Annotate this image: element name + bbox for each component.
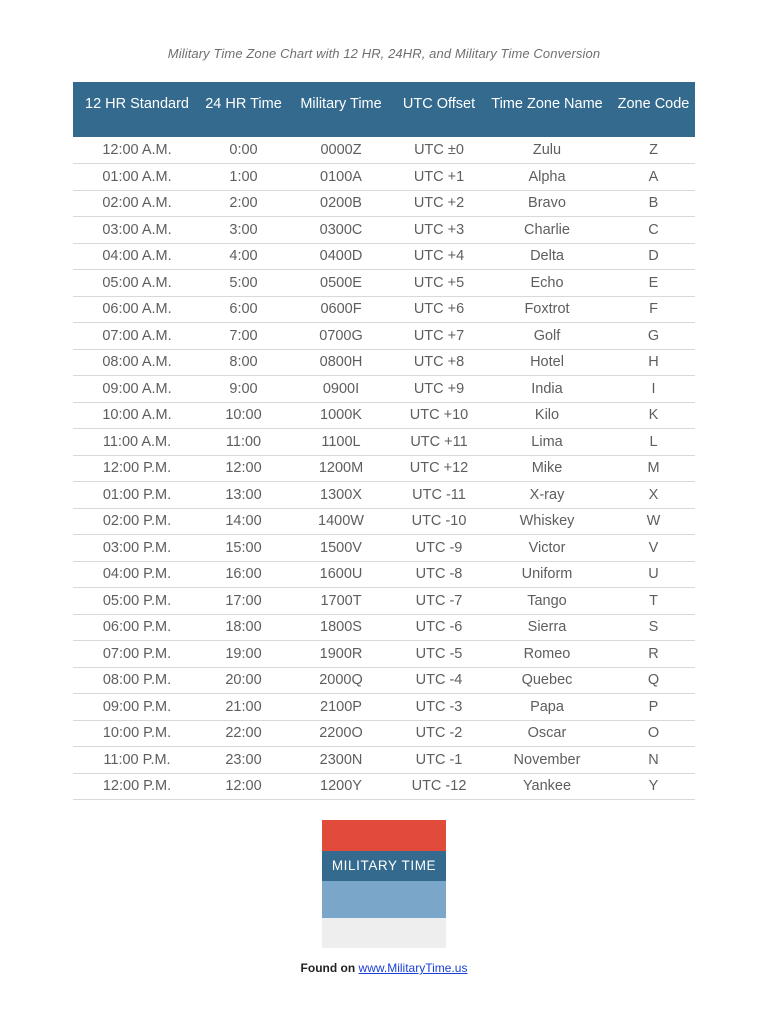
cell-12hr: 02:00 A.M. bbox=[73, 190, 201, 217]
cell-military-time: 2100P bbox=[286, 694, 396, 721]
cell-utc-offset: UTC +8 bbox=[396, 349, 482, 376]
cell-12hr: 03:00 A.M. bbox=[73, 217, 201, 244]
table-row bbox=[73, 190, 695, 217]
table-row bbox=[73, 747, 695, 774]
cell-military-time: 1600U bbox=[286, 561, 396, 588]
cell-12hr: 02:00 P.M. bbox=[73, 508, 201, 535]
table-row bbox=[73, 482, 695, 509]
column-header-24hr: 24 HR Time bbox=[201, 82, 286, 137]
cell-military-time: 1200M bbox=[286, 455, 396, 482]
cell-utc-offset: UTC ±0 bbox=[396, 137, 482, 164]
cell-zone-name: Foxtrot bbox=[482, 296, 612, 323]
table-row bbox=[73, 429, 695, 456]
column-header-12hr: 12 HR Standard bbox=[73, 82, 201, 137]
cell-zone-name: Mike bbox=[482, 455, 612, 482]
table-header-row bbox=[73, 82, 695, 137]
cell-zone-name: Delta bbox=[482, 243, 612, 270]
column-header-zone-name: Time Zone Name bbox=[482, 82, 612, 137]
cell-zone-code: W bbox=[612, 508, 695, 535]
cell-zone-code: F bbox=[612, 296, 695, 323]
cell-zone-name: Kilo bbox=[482, 402, 612, 429]
table-row bbox=[73, 164, 695, 191]
footer-found-label: Found on bbox=[300, 961, 356, 975]
table-row bbox=[73, 455, 695, 482]
cell-utc-offset: UTC -8 bbox=[396, 561, 482, 588]
document-title: Military Time Zone Chart with 12 HR, 24HR, and Military Time Conversion bbox=[167, 46, 601, 61]
logo-blue-band bbox=[322, 881, 446, 918]
cell-12hr: 12:00 P.M. bbox=[73, 773, 201, 800]
cell-zone-name: Tango bbox=[482, 588, 612, 615]
footer-link[interactable]: www.MilitaryTime.us bbox=[358, 961, 468, 975]
cell-utc-offset: UTC -2 bbox=[396, 720, 482, 747]
cell-military-time: 1300X bbox=[286, 482, 396, 509]
time-zone-table bbox=[73, 82, 695, 800]
cell-utc-offset: UTC -4 bbox=[396, 667, 482, 694]
cell-military-time: 0600F bbox=[286, 296, 396, 323]
table-row bbox=[73, 323, 695, 350]
table-row bbox=[73, 773, 695, 800]
table-row bbox=[73, 270, 695, 297]
cell-zone-name: Hotel bbox=[482, 349, 612, 376]
cell-military-time: 0700G bbox=[286, 323, 396, 350]
cell-12hr: 08:00 A.M. bbox=[73, 349, 201, 376]
table-row bbox=[73, 508, 695, 535]
logo-red-band bbox=[322, 820, 446, 851]
cell-zone-code: Y bbox=[612, 773, 695, 800]
cell-12hr: 12:00 P.M. bbox=[73, 455, 201, 482]
column-header-zone-code: Zone Code bbox=[612, 82, 695, 137]
cell-utc-offset: UTC -6 bbox=[396, 614, 482, 641]
table-row bbox=[73, 137, 695, 164]
cell-zone-name: Yankee bbox=[482, 773, 612, 800]
table-row bbox=[73, 641, 695, 668]
cell-zone-code: L bbox=[612, 429, 695, 456]
cell-zone-name: Golf bbox=[482, 323, 612, 350]
cell-utc-offset: UTC +10 bbox=[396, 402, 482, 429]
cell-24hr: 18:00 bbox=[201, 614, 286, 641]
cell-utc-offset: UTC -9 bbox=[396, 535, 482, 562]
table-row bbox=[73, 349, 695, 376]
cell-utc-offset: UTC +2 bbox=[396, 190, 482, 217]
cell-24hr: 11:00 bbox=[201, 429, 286, 456]
cell-12hr: 01:00 A.M. bbox=[73, 164, 201, 191]
cell-24hr: 2:00 bbox=[201, 190, 286, 217]
cell-24hr: 3:00 bbox=[201, 217, 286, 244]
cell-24hr: 5:00 bbox=[201, 270, 286, 297]
cell-military-time: 0500E bbox=[286, 270, 396, 297]
cell-zone-name: Charlie bbox=[482, 217, 612, 244]
cell-zone-code: H bbox=[612, 349, 695, 376]
table-row bbox=[73, 561, 695, 588]
cell-zone-name: India bbox=[482, 376, 612, 403]
cell-zone-name: Echo bbox=[482, 270, 612, 297]
cell-utc-offset: UTC +11 bbox=[396, 429, 482, 456]
cell-military-time: 1500V bbox=[286, 535, 396, 562]
cell-zone-code: X bbox=[612, 482, 695, 509]
cell-24hr: 4:00 bbox=[201, 243, 286, 270]
cell-zone-code: S bbox=[612, 614, 695, 641]
column-header-military: Military Time bbox=[286, 82, 396, 137]
cell-zone-code: R bbox=[612, 641, 695, 668]
cell-military-time: 1000K bbox=[286, 402, 396, 429]
cell-zone-name: Romeo bbox=[482, 641, 612, 668]
cell-12hr: 05:00 P.M. bbox=[73, 588, 201, 615]
cell-military-time: 2000Q bbox=[286, 667, 396, 694]
cell-24hr: 14:00 bbox=[201, 508, 286, 535]
cell-military-time: 1700T bbox=[286, 588, 396, 615]
cell-24hr: 0:00 bbox=[201, 137, 286, 164]
cell-zone-name: Lima bbox=[482, 429, 612, 456]
cell-utc-offset: UTC -7 bbox=[396, 588, 482, 615]
cell-zone-code: Z bbox=[612, 137, 695, 164]
cell-24hr: 1:00 bbox=[201, 164, 286, 191]
cell-12hr: 07:00 P.M. bbox=[73, 641, 201, 668]
cell-zone-code: P bbox=[612, 694, 695, 721]
cell-military-time: 0300C bbox=[286, 217, 396, 244]
cell-zone-name: X-ray bbox=[482, 482, 612, 509]
cell-military-time: 1900R bbox=[286, 641, 396, 668]
cell-24hr: 23:00 bbox=[201, 747, 286, 774]
cell-zone-code: K bbox=[612, 402, 695, 429]
cell-12hr: 12:00 A.M. bbox=[73, 137, 201, 164]
cell-12hr: 11:00 A.M. bbox=[73, 429, 201, 456]
cell-12hr: 08:00 P.M. bbox=[73, 667, 201, 694]
logo-grey-band bbox=[322, 918, 446, 948]
cell-zone-code: Q bbox=[612, 667, 695, 694]
cell-utc-offset: UTC +6 bbox=[396, 296, 482, 323]
cell-utc-offset: UTC -1 bbox=[396, 747, 482, 774]
cell-24hr: 8:00 bbox=[201, 349, 286, 376]
cell-zone-name: Whiskey bbox=[482, 508, 612, 535]
cell-zone-code: A bbox=[612, 164, 695, 191]
cell-military-time: 2200O bbox=[286, 720, 396, 747]
table-row bbox=[73, 217, 695, 244]
cell-military-time: 0900I bbox=[286, 376, 396, 403]
cell-zone-code: U bbox=[612, 561, 695, 588]
cell-utc-offset: UTC -3 bbox=[396, 694, 482, 721]
cell-utc-offset: UTC +12 bbox=[396, 455, 482, 482]
cell-zone-name: Uniform bbox=[482, 561, 612, 588]
cell-12hr: 05:00 A.M. bbox=[73, 270, 201, 297]
cell-military-time: 0100A bbox=[286, 164, 396, 191]
cell-12hr: 04:00 P.M. bbox=[73, 561, 201, 588]
cell-zone-name: Alpha bbox=[482, 164, 612, 191]
cell-24hr: 12:00 bbox=[201, 773, 286, 800]
cell-zone-code: C bbox=[612, 217, 695, 244]
military-time-logo bbox=[322, 820, 446, 948]
cell-military-time: 1800S bbox=[286, 614, 396, 641]
cell-utc-offset: UTC -10 bbox=[396, 508, 482, 535]
column-header-utc-offset: UTC Offset bbox=[396, 82, 482, 137]
cell-zone-code: E bbox=[612, 270, 695, 297]
cell-military-time: 1400W bbox=[286, 508, 396, 535]
cell-utc-offset: UTC -12 bbox=[396, 773, 482, 800]
cell-zone-name: Sierra bbox=[482, 614, 612, 641]
cell-12hr: 10:00 P.M. bbox=[73, 720, 201, 747]
cell-12hr: 01:00 P.M. bbox=[73, 482, 201, 509]
cell-12hr: 09:00 P.M. bbox=[73, 694, 201, 721]
cell-utc-offset: UTC +3 bbox=[396, 217, 482, 244]
cell-12hr: 11:00 P.M. bbox=[73, 747, 201, 774]
cell-utc-offset: UTC +1 bbox=[396, 164, 482, 191]
table-row bbox=[73, 243, 695, 270]
cell-zone-name: November bbox=[482, 747, 612, 774]
table-row bbox=[73, 694, 695, 721]
cell-utc-offset: UTC -5 bbox=[396, 641, 482, 668]
logo-text: MILITARY TIME bbox=[322, 851, 446, 881]
cell-24hr: 21:00 bbox=[201, 694, 286, 721]
cell-24hr: 13:00 bbox=[201, 482, 286, 509]
table-row bbox=[73, 588, 695, 615]
cell-zone-code: M bbox=[612, 455, 695, 482]
cell-military-time: 0800H bbox=[286, 349, 396, 376]
table-body bbox=[73, 137, 695, 800]
table-row bbox=[73, 402, 695, 429]
cell-24hr: 9:00 bbox=[201, 376, 286, 403]
cell-military-time: 2300N bbox=[286, 747, 396, 774]
cell-utc-offset: UTC +9 bbox=[396, 376, 482, 403]
cell-zone-name: Quebec bbox=[482, 667, 612, 694]
cell-zone-code: B bbox=[612, 190, 695, 217]
cell-utc-offset: UTC +4 bbox=[396, 243, 482, 270]
cell-military-time: 0200B bbox=[286, 190, 396, 217]
cell-zone-name: Papa bbox=[482, 694, 612, 721]
cell-12hr: 07:00 A.M. bbox=[73, 323, 201, 350]
cell-12hr: 09:00 A.M. bbox=[73, 376, 201, 403]
cell-12hr: 04:00 A.M. bbox=[73, 243, 201, 270]
cell-12hr: 06:00 P.M. bbox=[73, 614, 201, 641]
cell-military-time: 1100L bbox=[286, 429, 396, 456]
cell-24hr: 10:00 bbox=[201, 402, 286, 429]
table-row bbox=[73, 376, 695, 403]
cell-utc-offset: UTC +5 bbox=[396, 270, 482, 297]
cell-24hr: 15:00 bbox=[201, 535, 286, 562]
cell-zone-code: D bbox=[612, 243, 695, 270]
cell-military-time: 1200Y bbox=[286, 773, 396, 800]
cell-12hr: 06:00 A.M. bbox=[73, 296, 201, 323]
cell-24hr: 12:00 bbox=[201, 455, 286, 482]
cell-utc-offset: UTC +7 bbox=[396, 323, 482, 350]
cell-military-time: 0000Z bbox=[286, 137, 396, 164]
cell-24hr: 7:00 bbox=[201, 323, 286, 350]
cell-zone-name: Zulu bbox=[482, 137, 612, 164]
cell-24hr: 16:00 bbox=[201, 561, 286, 588]
cell-zone-code: N bbox=[612, 747, 695, 774]
footer bbox=[0, 961, 768, 975]
cell-12hr: 03:00 P.M. bbox=[73, 535, 201, 562]
cell-24hr: 20:00 bbox=[201, 667, 286, 694]
table-row bbox=[73, 720, 695, 747]
cell-24hr: 17:00 bbox=[201, 588, 286, 615]
table-row bbox=[73, 614, 695, 641]
cell-zone-name: Oscar bbox=[482, 720, 612, 747]
cell-zone-code: I bbox=[612, 376, 695, 403]
cell-zone-code: O bbox=[612, 720, 695, 747]
cell-24hr: 19:00 bbox=[201, 641, 286, 668]
cell-zone-code: T bbox=[612, 588, 695, 615]
cell-military-time: 0400D bbox=[286, 243, 396, 270]
cell-zone-name: Victor bbox=[482, 535, 612, 562]
cell-utc-offset: UTC -11 bbox=[396, 482, 482, 509]
table-row bbox=[73, 296, 695, 323]
cell-zone-code: G bbox=[612, 323, 695, 350]
cell-zone-name: Bravo bbox=[482, 190, 612, 217]
cell-24hr: 6:00 bbox=[201, 296, 286, 323]
table-row bbox=[73, 535, 695, 562]
table-row bbox=[73, 667, 695, 694]
cell-24hr: 22:00 bbox=[201, 720, 286, 747]
cell-zone-code: V bbox=[612, 535, 695, 562]
cell-12hr: 10:00 A.M. bbox=[73, 402, 201, 429]
